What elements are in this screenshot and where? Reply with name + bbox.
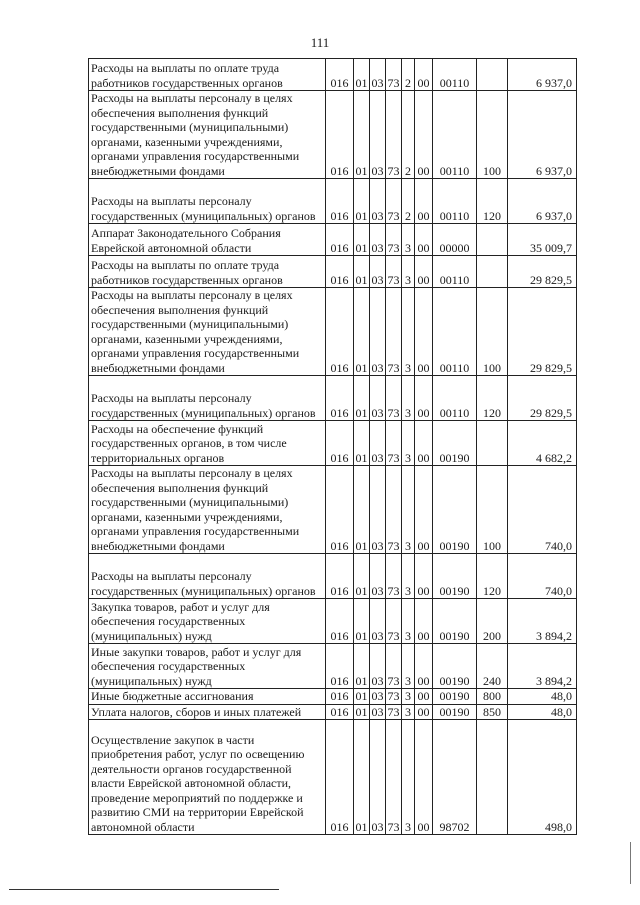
program-code: 73	[386, 421, 402, 466]
subsection-code: 03	[370, 91, 386, 179]
row-description: Расходы на выплаты персоналу в целях обеспечения выполнения функций государственными (муниципальными) органами, казенными учреждениями, органами управления государственными внебюджетными фондами	[89, 466, 326, 554]
item-code: 00190	[433, 554, 477, 599]
ministry-code: 016	[326, 288, 354, 376]
item-code: 00110	[433, 179, 477, 224]
table-row	[89, 256, 577, 288]
ministry-code: 016	[326, 704, 354, 720]
subsection-code: 03	[370, 421, 386, 466]
amount: 3 894,2	[508, 644, 577, 689]
subsection-code: 03	[370, 179, 386, 224]
ministry-code: 016	[326, 720, 354, 835]
item-code: 00190	[433, 599, 477, 644]
item-code: 00190	[433, 466, 477, 554]
subprogram-code: 3	[402, 644, 415, 689]
budget-table	[88, 58, 577, 835]
ministry-code: 016	[326, 466, 354, 554]
item-code: 00190	[433, 704, 477, 720]
table-row	[89, 554, 577, 599]
ministry-code: 016	[326, 59, 354, 91]
subsection-code: 03	[370, 288, 386, 376]
amount: 3 894,2	[508, 599, 577, 644]
group-code: 00	[415, 689, 433, 705]
subsection-code: 03	[371, 689, 384, 703]
program-code: 73	[386, 376, 402, 421]
ministry-code: 016	[326, 689, 354, 705]
item-code: 00190	[433, 421, 477, 466]
subprogram-code: 3	[402, 421, 415, 466]
expense-kind-code	[477, 59, 508, 91]
subprogram-code: 3	[402, 288, 415, 376]
group-code: 00	[415, 256, 433, 288]
subprogram-code: 2	[402, 59, 415, 91]
item-code: 00110	[433, 256, 477, 288]
section-code: 01	[354, 59, 370, 91]
program-code: 73	[386, 256, 402, 288]
amount: 6 937,0	[508, 59, 577, 91]
subprogram-code: 3	[402, 720, 415, 835]
program-code: 73	[386, 466, 402, 554]
subsection-code: 03	[370, 599, 386, 644]
group-code: 00	[415, 599, 433, 644]
table-row	[89, 720, 577, 835]
section-code: 01	[354, 256, 370, 288]
section-code: 01	[354, 599, 370, 644]
item-code: 00000	[433, 224, 477, 256]
program-code: 73	[386, 91, 402, 179]
amount: 6 937,0	[508, 91, 577, 179]
section-code: 01	[354, 644, 370, 689]
item-code: 00190	[433, 689, 477, 705]
table-row	[89, 376, 577, 421]
amount: 29 829,5	[508, 288, 577, 376]
ministry-code: 016	[326, 179, 354, 224]
row-description: Расходы на выплаты персоналу государственных (муниципальных) органов	[89, 554, 326, 599]
program-code: 73	[387, 689, 400, 703]
program-code: 73	[386, 59, 402, 91]
row-description: Расходы на выплаты по оплате труда работников государственных органов	[89, 256, 326, 288]
program-code: 73	[386, 720, 402, 835]
expense-kind-code	[477, 224, 508, 256]
amount: 740,0	[508, 554, 577, 599]
group-code: 00	[415, 91, 433, 179]
program-code: 73	[386, 179, 402, 224]
ministry-code: 016	[326, 599, 354, 644]
amount: 740,0	[508, 466, 577, 554]
amount: 48,0	[508, 704, 577, 720]
section-code: 01	[355, 689, 368, 703]
expense-kind-code: 120	[477, 179, 508, 224]
group-code: 00	[415, 59, 433, 91]
table-row	[89, 689, 577, 705]
section-code: 01	[354, 91, 370, 179]
subsection-code: 03	[370, 376, 386, 421]
ministry-code: 016	[326, 224, 354, 256]
row-description: Закупка товаров, работ и услуг для обеспечения государственных (муниципальных) нужд	[89, 599, 326, 644]
section-code: 01	[354, 288, 370, 376]
row-description: Расходы на выплаты персоналу государственных (муниципальных) органов	[89, 179, 326, 224]
expense-kind-code: 800	[477, 689, 508, 705]
table-row	[89, 59, 577, 91]
table-row	[89, 704, 577, 720]
item-code: 00110	[433, 376, 477, 421]
subsection-code: 03	[370, 466, 386, 554]
group-code: 00	[415, 288, 433, 376]
group-code: 00	[415, 466, 433, 554]
table-row	[89, 179, 577, 224]
group-code: 00	[415, 179, 433, 224]
expense-kind-code	[477, 256, 508, 288]
subprogram-code: 3	[402, 256, 415, 288]
ministry-code: 016	[326, 554, 354, 599]
expense-kind-code: 120	[477, 554, 508, 599]
table-row	[89, 466, 577, 554]
subsection-code: 03	[370, 554, 386, 599]
section-code: 01	[355, 704, 368, 719]
row-description: Уплата налогов, сборов и иных платежей	[89, 704, 326, 720]
expense-kind-code: 100	[477, 466, 508, 554]
item-code: 00190	[433, 644, 477, 689]
subsection-code: 03	[370, 224, 386, 256]
row-description: Расходы на выплаты по оплате труда работников государственных органов	[89, 59, 326, 91]
section-code: 01	[354, 554, 370, 599]
subsection-code: 03	[370, 59, 386, 91]
subprogram-code: 3	[402, 466, 415, 554]
subprogram-code: 2	[402, 179, 415, 224]
amount: 6 937,0	[508, 179, 577, 224]
budget-table-body	[89, 59, 577, 835]
group-code: 00	[415, 644, 433, 689]
subprogram-code: 2	[402, 91, 415, 179]
subprogram-code: 3	[402, 704, 415, 720]
expense-kind-code: 200	[477, 599, 508, 644]
program-code: 73	[386, 288, 402, 376]
row-description: Аппарат Законодательного Собрания Еврейской автономной области	[89, 224, 326, 256]
ministry-code: 016	[326, 376, 354, 421]
group-code: 00	[415, 720, 433, 835]
ministry-code: 016	[326, 256, 354, 288]
program-code: 73	[386, 554, 402, 599]
section-code: 01	[354, 224, 370, 256]
group-code: 00	[415, 376, 433, 421]
subprogram-code: 3	[402, 689, 415, 705]
item-code: 00110	[433, 91, 477, 179]
group-code: 00	[415, 421, 433, 466]
row-description: Расходы на выплаты персоналу в целях обеспечения выполнения функций государственными (муниципальными) органами, казенными учреждениями, органами управления государственными внебюджетными фондами	[89, 288, 326, 376]
expense-kind-code: 120	[477, 376, 508, 421]
amount: 48,0	[508, 689, 577, 705]
subprogram-code: 3	[402, 224, 415, 256]
table-row	[89, 599, 577, 644]
scan-line	[9, 889, 279, 890]
amount: 29 829,5	[508, 256, 577, 288]
section-code: 01	[354, 720, 370, 835]
expense-kind-code	[477, 720, 508, 835]
section-code: 01	[354, 466, 370, 554]
program-code: 73	[386, 599, 402, 644]
expense-kind-code	[477, 421, 508, 466]
program-code: 73	[387, 704, 400, 719]
subsection-code: 03	[371, 704, 384, 719]
amount: 35 009,7	[508, 224, 577, 256]
section-code: 01	[354, 179, 370, 224]
subprogram-code: 3	[402, 554, 415, 599]
ministry-code: 016	[326, 421, 354, 466]
row-description: Расходы на выплаты персоналу государственных (муниципальных) органов	[89, 376, 326, 421]
item-code: 00110	[433, 59, 477, 91]
table-row	[89, 91, 577, 179]
row-description: Расходы на выплаты персоналу в целях обеспечения выполнения функций государственными (муниципальными) органами, казенными учреждениями, органами управления государственными внебюджетными фондами	[89, 91, 326, 179]
table-row	[89, 224, 577, 256]
row-description: Иные закупки товаров, работ и услуг для обеспечения государственных (муниципальных) нужд	[89, 644, 326, 689]
table-row	[89, 644, 577, 689]
amount: 498,0	[508, 720, 577, 835]
amount: 29 829,5	[508, 376, 577, 421]
ministry-code: 016	[326, 644, 354, 689]
expense-kind-code: 850	[477, 704, 508, 720]
subsection-code: 03	[370, 720, 386, 835]
subprogram-code: 3	[402, 376, 415, 421]
amount: 4 682,2	[508, 421, 577, 466]
program-code: 73	[386, 224, 402, 256]
expense-kind-code: 100	[477, 91, 508, 179]
expense-kind-code: 240	[477, 644, 508, 689]
scan-edge-mark	[630, 842, 631, 884]
program-code: 73	[386, 644, 402, 689]
section-code: 01	[354, 376, 370, 421]
item-code: 00110	[433, 288, 477, 376]
table-row	[89, 421, 577, 466]
group-code: 00	[415, 554, 433, 599]
ministry-code: 016	[326, 91, 354, 179]
table-row	[89, 288, 577, 376]
item-code: 98702	[433, 720, 477, 835]
row-description: Иные бюджетные ассигнования	[89, 689, 326, 705]
section-code: 01	[354, 421, 370, 466]
subsection-code: 03	[370, 256, 386, 288]
group-code: 00	[415, 224, 433, 256]
row-description: Осуществление закупок в части приобретения работ, услуг по освещению деятельности органов государственной власти Еврейской автономной области, проведение мероприятий по поддержке и развитию СМИ на территории Еврейской автономной области	[89, 720, 326, 835]
group-code: 00	[415, 704, 433, 720]
page-number: 111	[310, 35, 330, 50]
row-description: Расходы на обеспечение функций государственных органов, в том числе территориальных органов	[89, 421, 326, 466]
subsection-code: 03	[370, 644, 386, 689]
subprogram-code: 3	[402, 599, 415, 644]
expense-kind-code: 100	[477, 288, 508, 376]
